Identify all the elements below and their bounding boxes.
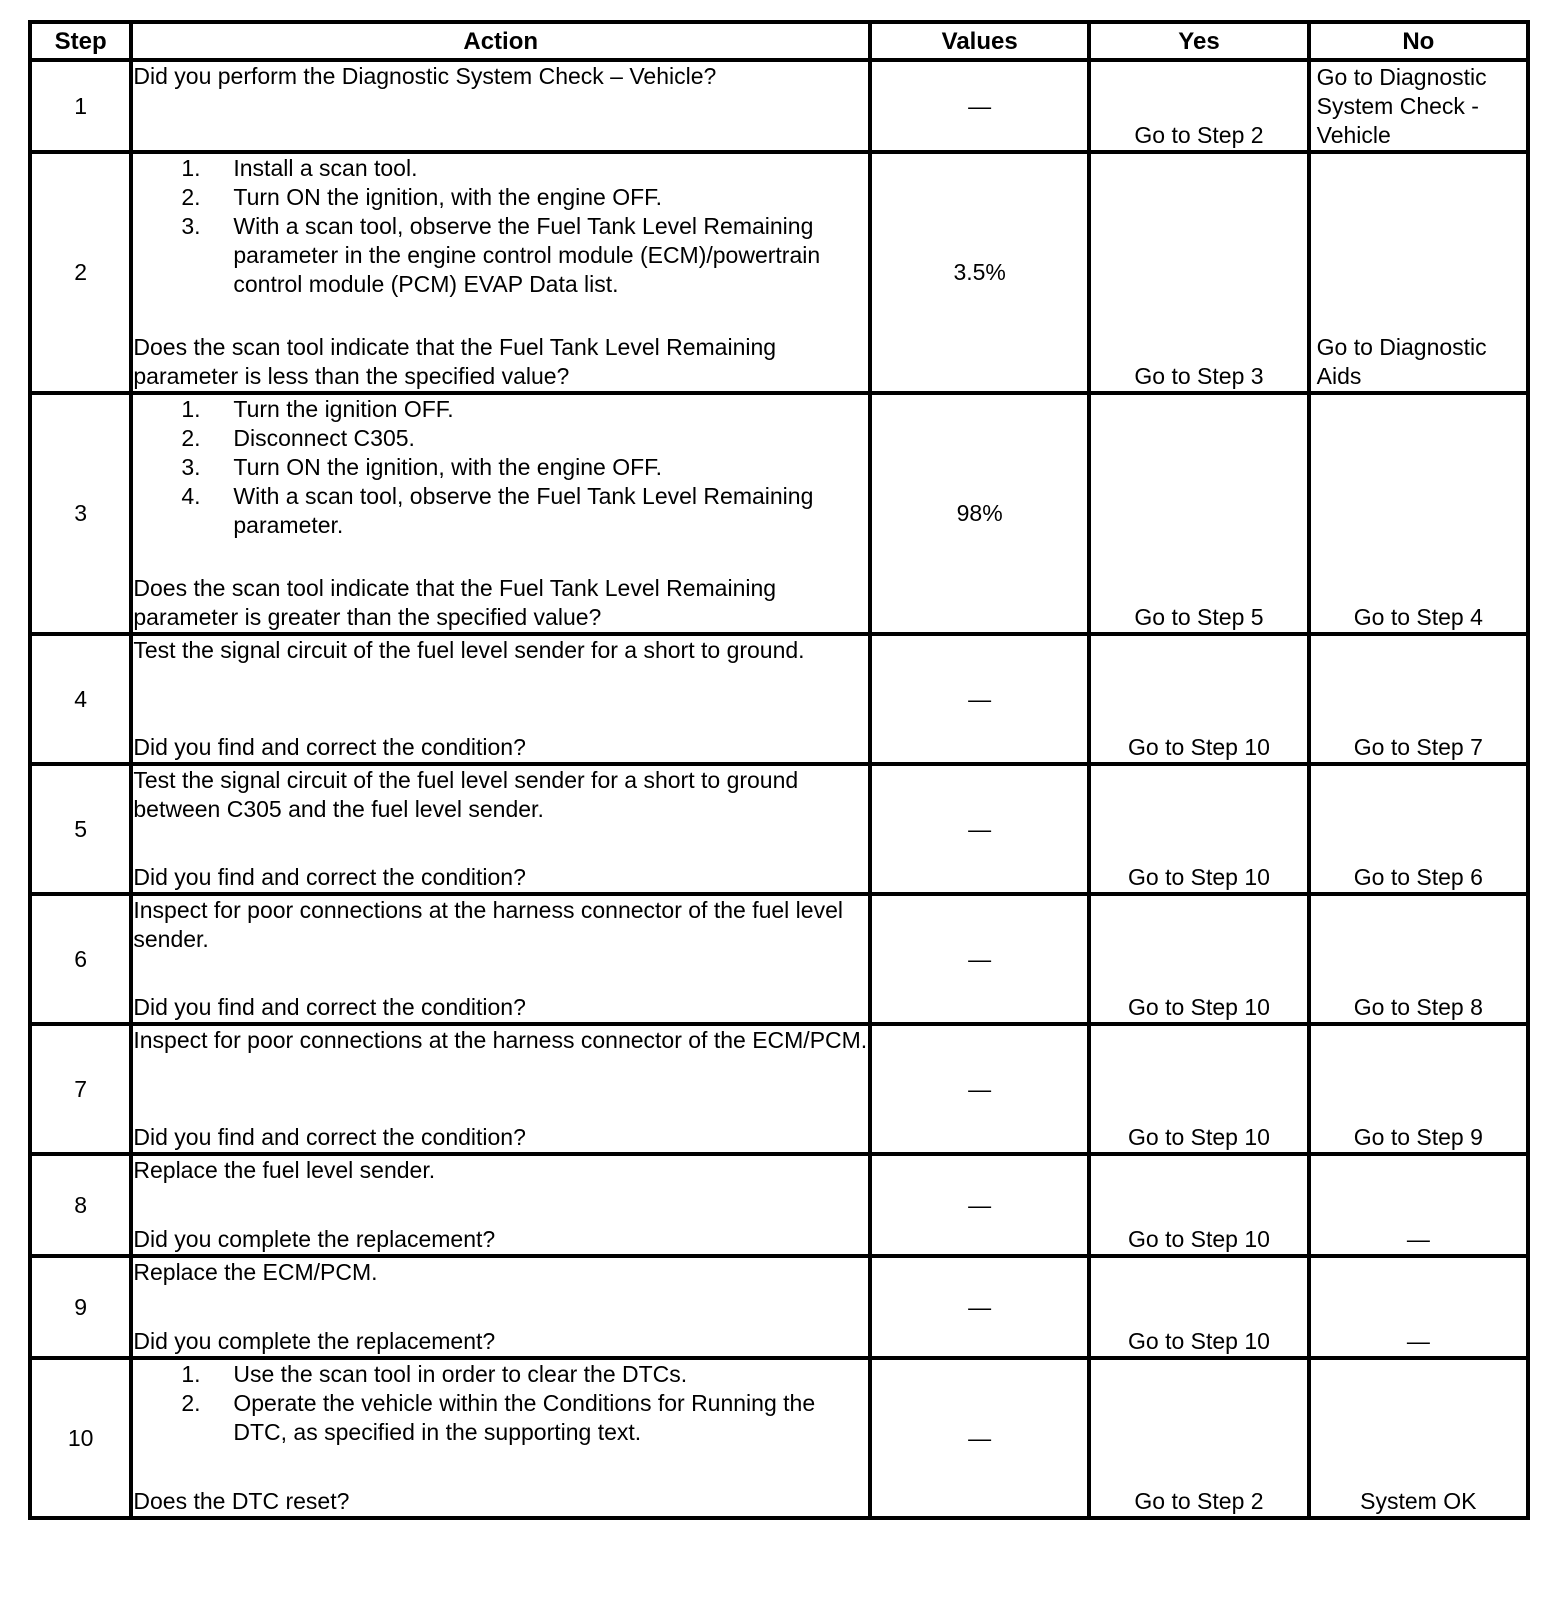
no-cell: Go to Diagnostic Aids: [1309, 152, 1528, 393]
procedure-list: [133, 1360, 868, 1447]
action-cell: [131, 1256, 870, 1358]
procedure-item-text: Install a scan tool.: [233, 155, 418, 181]
value-cell: 3.5%: [870, 152, 1089, 393]
yes-cell: Go to Step 10: [1089, 634, 1308, 764]
yes-cell: Go to Step 2: [1089, 1358, 1308, 1518]
action-text: Test the signal circuit of the fuel level sender for a short to ground between C305 and the fuel level sender.: [133, 767, 799, 822]
question-text: Does the DTC reset?: [133, 1488, 350, 1514]
action-text: Test the signal circuit of the fuel level sender for a short to ground.: [133, 637, 805, 663]
step-number: 6: [30, 894, 131, 1024]
procedure-item-number: 2.: [181, 425, 201, 451]
procedure-item-text: Turn the ignition OFF.: [233, 396, 454, 422]
step-number: 1: [30, 60, 131, 152]
procedure-item-text: With a scan tool, observe the Fuel Tank Level Remaining parameter in the engine control module (ECM)/powertrain control module (PCM) EVAP Data list.: [233, 213, 821, 297]
action-cell: [131, 152, 870, 393]
yes-cell: Go to Step 2: [1089, 60, 1308, 152]
action-cell: [131, 894, 870, 1024]
step-number: 7: [30, 1024, 131, 1154]
action-text: Replace the ECM/PCM.: [133, 1259, 378, 1285]
no-cell: Go to Step 6: [1309, 764, 1528, 894]
procedure-item: [181, 482, 868, 540]
action-text: Inspect for poor connections at the harness connector of the ECM/PCM.: [133, 1027, 868, 1053]
question-text: Did you find and correct the condition?: [133, 1124, 526, 1150]
value-cell: —: [870, 894, 1089, 1024]
procedure-item-number: 4.: [181, 483, 201, 509]
yes-cell: Go to Step 10: [1089, 1154, 1308, 1256]
question-text: Does the scan tool indicate that the Fuel Tank Level Remaining parameter is greater than the specified value?: [133, 575, 777, 630]
question-text: Did you find and correct the condition?: [133, 734, 526, 760]
step-number: 9: [30, 1256, 131, 1358]
step-number: 2: [30, 152, 131, 393]
yes-cell: Go to Step 10: [1089, 894, 1308, 1024]
procedure-item-number: 2.: [181, 1390, 201, 1416]
table-row: [30, 60, 1528, 152]
procedure-item: [181, 1389, 868, 1447]
procedure-item-text: Operate the vehicle within the Conditions for Running the DTC, as specified in the supporting text.: [233, 1390, 816, 1445]
action-text: Inspect for poor connections at the harness connector of the fuel level sender.: [133, 897, 843, 952]
no-cell: Go to Diagnostic System Check - Vehicle: [1309, 60, 1528, 152]
table-row: [30, 1256, 1528, 1358]
procedure-item: [181, 453, 868, 482]
no-cell: Go to Step 9: [1309, 1024, 1528, 1154]
procedure-item-number: 3.: [181, 454, 201, 480]
step-number: 10: [30, 1358, 131, 1518]
action-cell: [131, 634, 870, 764]
header-values: Values: [870, 22, 1089, 60]
value-cell: —: [870, 60, 1089, 152]
question-text: Did you complete the replacement?: [133, 1328, 496, 1354]
table-row: [30, 764, 1528, 894]
step-number: 8: [30, 1154, 131, 1256]
header-yes: Yes: [1089, 22, 1308, 60]
procedure-item-text: Turn ON the ignition, with the engine OFF.: [233, 184, 663, 210]
action-cell: [131, 1358, 870, 1518]
question-text: Did you find and correct the condition?: [133, 864, 526, 890]
yes-cell: Go to Step 10: [1089, 1024, 1308, 1154]
procedure-item-number: 1.: [181, 396, 201, 422]
no-cell: System OK: [1309, 1358, 1528, 1518]
yes-cell: Go to Step 10: [1089, 1256, 1308, 1358]
action-cell: [131, 1154, 870, 1256]
procedure-item-number: 1.: [181, 155, 201, 181]
value-cell: —: [870, 634, 1089, 764]
table-row: [30, 634, 1528, 764]
action-cell: [131, 60, 870, 152]
procedure-item-text: Turn ON the ignition, with the engine OFF.: [233, 454, 663, 480]
procedure-item-text: With a scan tool, observe the Fuel Tank Level Remaining parameter.: [233, 483, 814, 538]
question-text: Did you find and correct the condition?: [133, 994, 526, 1020]
procedure-item: [181, 154, 868, 183]
value-cell: —: [870, 1256, 1089, 1358]
question-text: Does the scan tool indicate that the Fuel Tank Level Remaining parameter is less than the specified value?: [133, 334, 777, 389]
procedure-item: [181, 395, 868, 424]
no-cell: Go to Step 4: [1309, 393, 1528, 634]
header-step: Step: [30, 22, 131, 60]
step-number: 3: [30, 393, 131, 634]
procedure-item: [181, 212, 868, 299]
no-cell: —: [1309, 1256, 1528, 1358]
procedure-item: [181, 1360, 868, 1389]
procedure-item-number: 2.: [181, 184, 201, 210]
action-text: Replace the fuel level sender.: [133, 1157, 436, 1183]
procedure-list: [133, 395, 868, 540]
value-cell: 98%: [870, 393, 1089, 634]
table-row: [30, 1024, 1528, 1154]
header-row: [30, 22, 1528, 60]
value-cell: —: [870, 1024, 1089, 1154]
table-row: [30, 152, 1528, 393]
table-row: [30, 1358, 1528, 1518]
value-cell: —: [870, 1358, 1089, 1518]
table-row: [30, 1154, 1528, 1256]
procedure-item-text: Disconnect C305.: [233, 425, 415, 451]
action-cell: [131, 764, 870, 894]
no-cell: —: [1309, 1154, 1528, 1256]
procedure-item: [181, 424, 868, 453]
value-cell: —: [870, 764, 1089, 894]
procedure-item: [181, 183, 868, 212]
yes-cell: Go to Step 10: [1089, 764, 1308, 894]
procedure-item-text: Use the scan tool in order to clear the DTCs.: [233, 1361, 688, 1387]
action-cell: [131, 1024, 870, 1154]
diagnostic-table: [28, 20, 1530, 1520]
yes-cell: Go to Step 5: [1089, 393, 1308, 634]
step-number: 5: [30, 764, 131, 894]
table-row: [30, 393, 1528, 634]
action-cell: [131, 393, 870, 634]
no-cell: Go to Step 8: [1309, 894, 1528, 1024]
step-number: 4: [30, 634, 131, 764]
value-cell: —: [870, 1154, 1089, 1256]
procedure-item-number: 3.: [181, 213, 201, 239]
question-text: Did you complete the replacement?: [133, 1226, 496, 1252]
header-no: No: [1309, 22, 1528, 60]
yes-cell: Go to Step 3: [1089, 152, 1308, 393]
action-text: Did you perform the Diagnostic System Check – Vehicle?: [133, 63, 717, 89]
table-row: [30, 894, 1528, 1024]
header-action: Action: [131, 22, 870, 60]
procedure-item-number: 1.: [181, 1361, 201, 1387]
no-cell: Go to Step 7: [1309, 634, 1528, 764]
procedure-list: [133, 154, 868, 299]
